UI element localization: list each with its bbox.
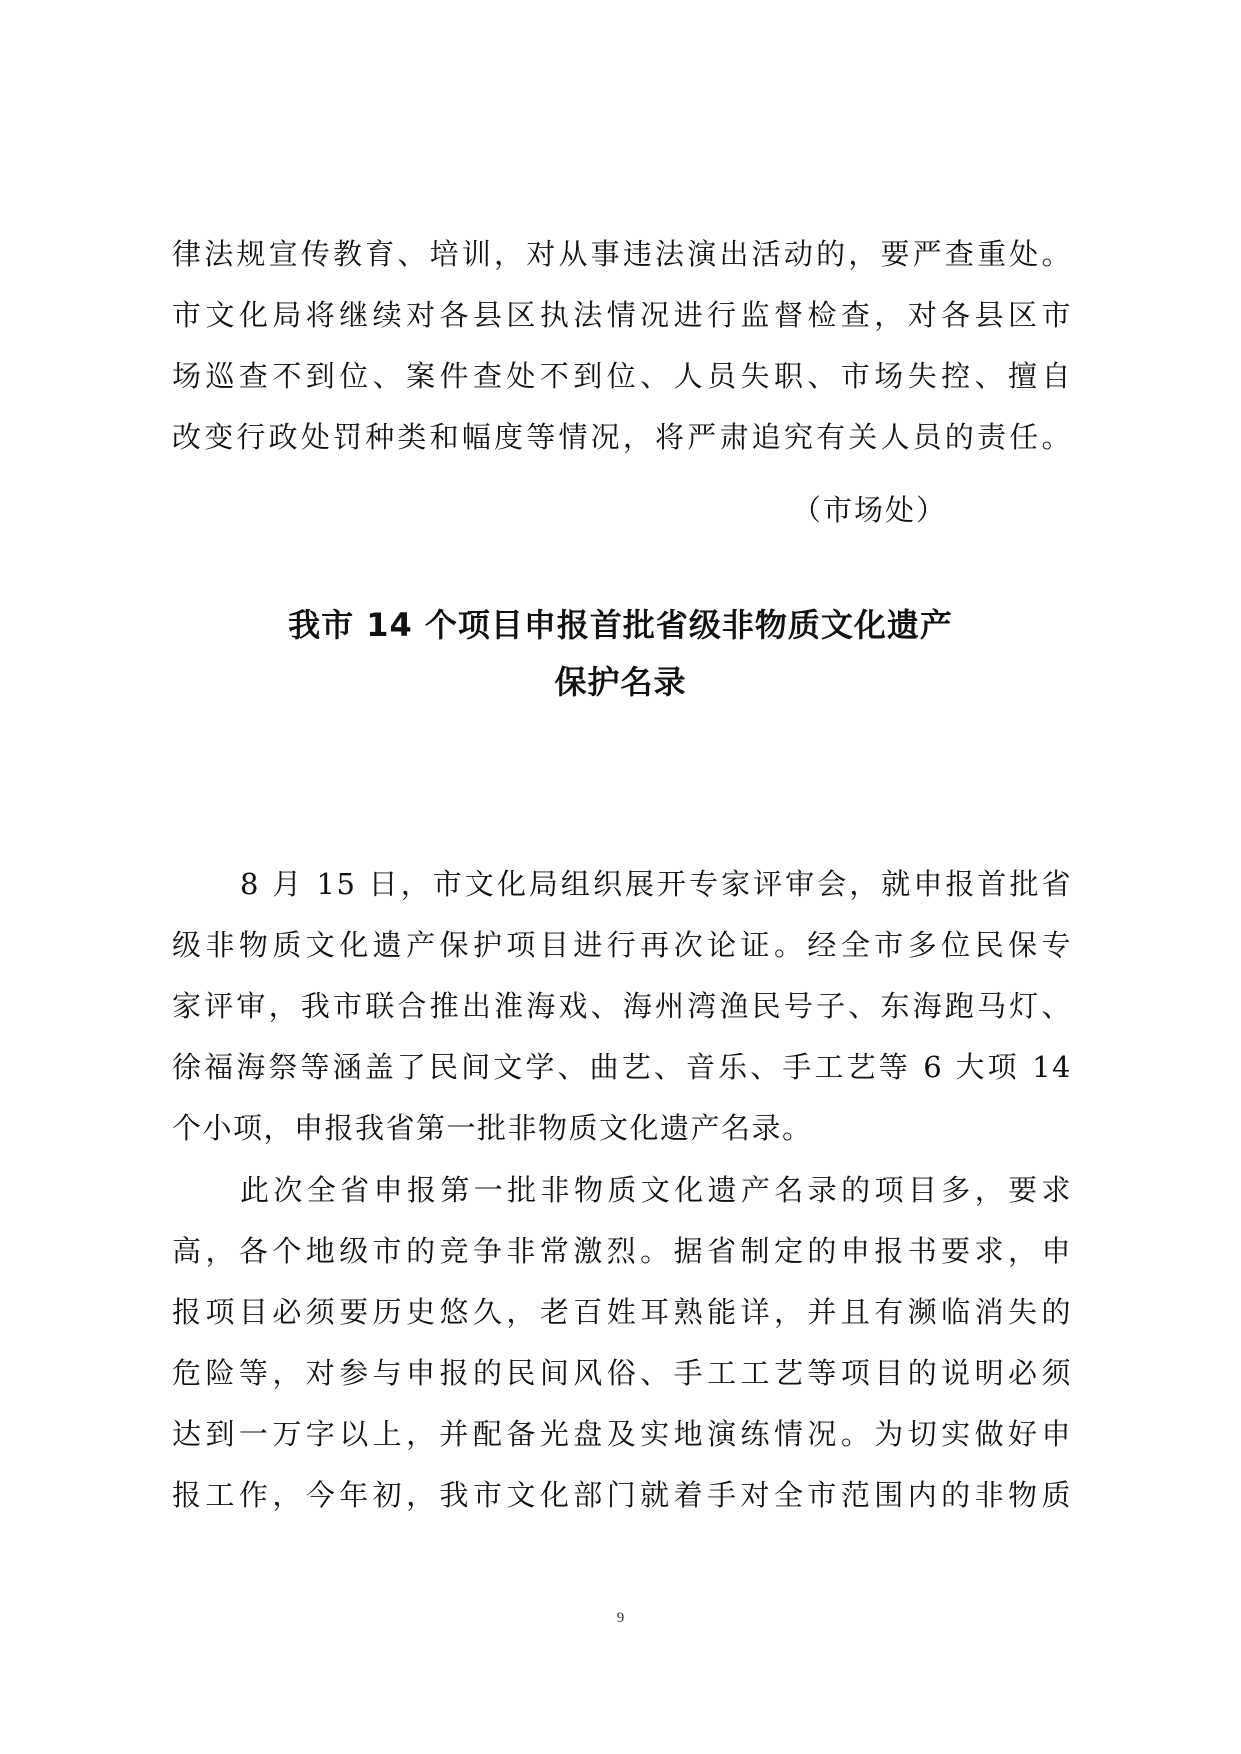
- text-line: 8 月 15 日，市文化局组织展开专家评审会，就申报首批省: [240, 867, 1072, 901]
- text-line: 徐福海祭等涵盖了民间文学、曲艺、音乐、手工艺等 6 大项 14: [172, 1050, 1072, 1084]
- title-line: 我市 14 个项目申报首批省级非物质文化遗产: [288, 606, 953, 644]
- text-line: 报工作，今年初，我市文化部门就着手对全市范围内的非物质: [172, 1478, 1072, 1512]
- previous-article-continuation: [172, 224, 1072, 468]
- page-number: 9: [616, 1610, 625, 1626]
- text-line: 高，各个地级市的竞争非常激烈。据省制定的申报书要求，申: [172, 1234, 1072, 1268]
- text-line: 达到一万字以上，并配备光盘及实地演练情况。为切实做好申: [172, 1417, 1072, 1451]
- paragraph: [172, 1160, 1072, 1526]
- paragraph: [172, 854, 1072, 1159]
- text-line: 家评审，我市联合推出淮海戏、海州湾渔民号子、东海跑马灯、: [172, 989, 1072, 1023]
- text-line: 改变行政处罚种类和幅度等情况，将严肃追究有关人员的责任。: [172, 420, 1072, 454]
- text-line: 此次全省申报第一批非物质文化遗产名录的项目多，要求: [240, 1173, 1072, 1207]
- text-line: 级非物质文化遗产保护项目进行再次论证。经全市多位民保专: [172, 928, 1072, 962]
- title-line: 保护名录: [554, 663, 687, 701]
- text-line: 报项目必须要历史悠久，老百姓耳熟能详，并且有濒临消失的: [172, 1295, 1072, 1329]
- article-title: [0, 597, 1241, 711]
- text-line: 个小项，申报我省第一批非物质文化遗产名录。: [172, 1111, 813, 1145]
- text-line: 市文化局将继续对各县区执法情况进行监督检查，对各县区市: [172, 298, 1072, 332]
- department-sign-off: （市场处）: [792, 493, 948, 527]
- text-line: 危险等，对参与申报的民间风俗、手工工艺等项目的说明必须: [172, 1356, 1072, 1390]
- text-line: 场巡查不到位、案件查处不到位、人员失职、市场失控、擅自: [172, 359, 1072, 393]
- text-line: 律法规宣传教育、培训，对从事违法演出活动的，要严查重处。: [172, 237, 1072, 271]
